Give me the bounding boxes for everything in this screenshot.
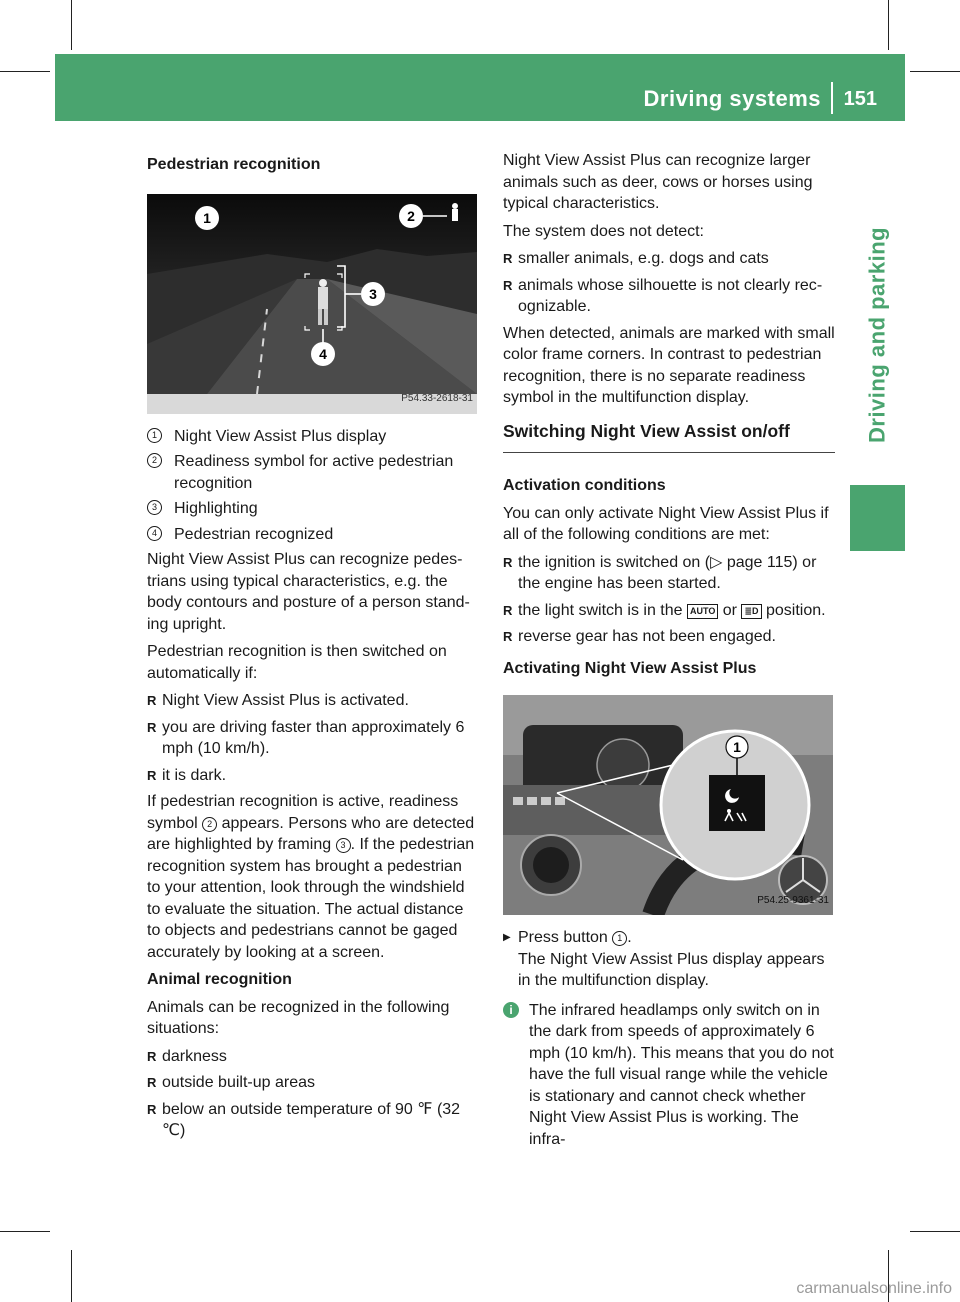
pedestrian-para-1: Night View Assist Plus can recognize pedestrians using typical characteristics, e.g. the body contours and posture of a person standing upright. [147, 551, 470, 633]
callout-1: 1 [203, 209, 211, 226]
activating-heading: Activating Night View Assist Plus [503, 659, 757, 677]
section-heading: Switching Night View Assist on/off [503, 421, 835, 454]
bullet-item: R below an outside temperature of 90 ℉ (32 ℃) [147, 1099, 479, 1142]
auto-light-icon: AUTO [687, 604, 718, 619]
animal-para: Animals can be recognized in the following situations: [147, 998, 450, 1037]
inline-callout: 3 [336, 838, 351, 853]
left-column [147, 150, 479, 1147]
crop-mark [0, 1231, 50, 1232]
cond2-text-mid: or [722, 601, 738, 619]
callout-2: 2 [407, 207, 415, 224]
legend-item [147, 451, 479, 494]
bullet-item: R animals whose silhouette is not clearly recognizable. [503, 275, 835, 318]
legend-text: Pedestrian recognized [174, 525, 334, 543]
legend-mark: 2 [147, 453, 162, 468]
not-detect-para: The system does not detect: [503, 222, 704, 240]
info-text: The infrared headlamps only switch on in the dark from speeds of approximately 6 mph (10 km/h). This means that you do not have the full visual range while the vehicle is stationary and cannot check whether Night View Assist Plus is working. The infra- [529, 1001, 834, 1148]
cond2-text-b: position. [765, 601, 826, 619]
action-period: . [627, 929, 632, 946]
action-step [503, 927, 835, 992]
legend-text: Night View Assist Plus display [174, 427, 387, 445]
readiness-symbol-icon [452, 203, 458, 221]
crop-mark [71, 1250, 72, 1302]
crop-mark [888, 0, 889, 50]
bullet-item: R darkness [147, 1046, 479, 1068]
legend-text: Readiness symbol for active pedestrian recognition [174, 453, 454, 492]
legend-item [147, 426, 479, 448]
bullet-item: R Night View Assist Plus is activated. [147, 690, 479, 712]
condition-item [503, 552, 835, 595]
night-view-image [147, 194, 477, 414]
page-reference-link[interactable]: page 115 [726, 553, 793, 571]
crop-mark [0, 71, 50, 72]
animal-heading: Animal recognition [147, 971, 292, 988]
legend-item [147, 524, 479, 546]
callout-3: 3 [369, 285, 377, 302]
watermark: carmanualsonline.info [796, 1280, 952, 1297]
legend-list [147, 426, 479, 546]
legend-mark: 4 [147, 526, 162, 541]
cond1-text-a: the ignition is switched on ( [518, 553, 711, 571]
inline-callout: 1 [612, 931, 627, 946]
bullet-item: R outside built-up areas [147, 1072, 479, 1094]
crop-mark [71, 0, 72, 50]
animal-para-2: Night View Assist Plus can recognize larger animals such as deer, cows or horses using typical characteristics. [503, 152, 813, 212]
cond1-text-b: ) or the engine has been started. [518, 553, 817, 592]
header-title: Driving systems [643, 86, 821, 111]
info-icon: i [503, 1002, 519, 1018]
header-divider [831, 82, 833, 114]
page-ref-icon: ▷ [710, 553, 727, 571]
right-column [503, 150, 835, 1150]
dashboard-image [503, 695, 833, 915]
para3-part-c: . If the pedestrian recognition system has brought a pedestrian to your attention, look through the windshield to evaluate the situation. The actual distance to objects and pedestrians cannot be gaged accurately by looking at a screen. [147, 836, 475, 961]
header-bar [55, 54, 905, 121]
para3-part-b: appears. Persons who are detected are highlighted by framing [147, 814, 475, 853]
pedestrian-para-2: Pedestrian recognition is then switched on automatically if: [147, 643, 447, 682]
figure-code: P54.33-2618-31 [401, 393, 473, 404]
night-view-figure [147, 194, 477, 414]
dashboard-figure [503, 695, 833, 915]
activation-para: You can only activate Night View Assist Plus if all of the following conditions are met: [503, 504, 829, 543]
low-beam-icon: ≣D [741, 604, 761, 619]
crop-mark [910, 71, 960, 72]
action-result: The Night View Assist Plus display appears in the multifunction display. [518, 950, 825, 989]
legend-item [147, 498, 479, 520]
activation-heading: Activation conditions [503, 477, 666, 494]
bullet-item: R it is dark. [147, 765, 479, 787]
info-note [503, 1000, 835, 1151]
night-view-button [709, 775, 765, 831]
condition-item [503, 600, 835, 622]
legend-text: Highlighting [174, 500, 258, 517]
side-tab-label: Driving and parking [864, 226, 890, 444]
legend-mark: 1 [147, 428, 162, 443]
condition-item: R reverse gear has not been engaged. [503, 626, 835, 648]
side-tab-block [850, 485, 905, 551]
pedestrian-heading: Pedestrian recognition [147, 156, 321, 173]
pedestrian-para-3 [147, 791, 479, 963]
figure-code: P54.25-9361-31 [757, 894, 829, 906]
cond2-text-a: the light switch is in the [518, 601, 683, 619]
action-text: Press button [518, 929, 608, 946]
callout-1: 1 [733, 739, 741, 755]
page-number: 151 [843, 88, 877, 110]
inline-callout: 2 [202, 817, 217, 832]
para3-part-a: If pedestrian recognition is active, readiness symbol [147, 793, 459, 832]
bullet-item: R you are driving faster than approximately 6 mph (10 km/h). [147, 717, 479, 760]
bullet-item: R smaller animals, e.g. dogs and cats [503, 248, 835, 270]
crop-mark [910, 1231, 960, 1232]
callout-4: 4 [319, 345, 327, 362]
legend-mark: 3 [147, 500, 162, 515]
animal-marked-para: When detected, animals are marked with small color frame corners. In contrast to pedestrian recognition, there is no separate readiness symbol in the multifunction display. [503, 324, 835, 406]
